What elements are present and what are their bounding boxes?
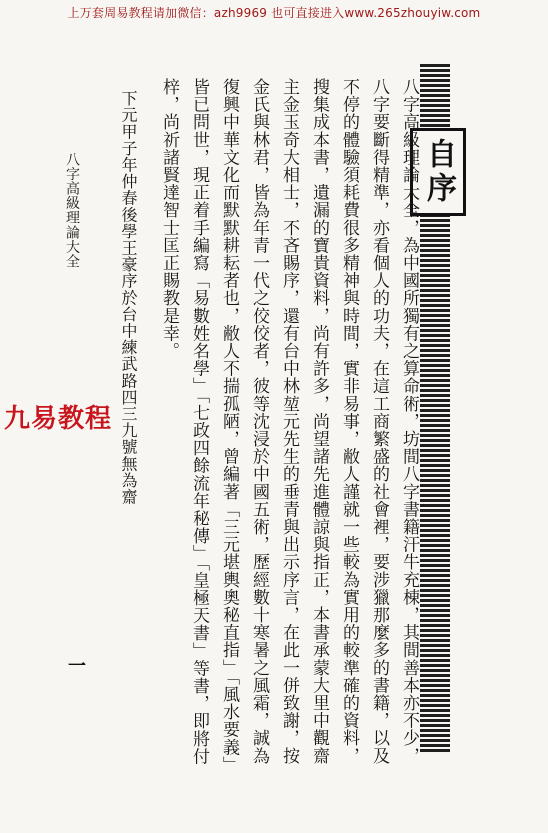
- signature-line: 下元甲子年仲春後學王豪序於台中練武路四三九號無為齋: [119, 90, 138, 505]
- watermark-logo: 九易教程: [4, 404, 113, 434]
- paragraph-2: 八字要斷得精準，亦看個人的功夫，在這工商繁盛的社會裡，要涉獵那麼多的書籍，以及不停的體驗須耗費很多精神與時間，實非易事，敝人謹就一些較為實用的較準確的資料，搜集成本書，遺漏的寶貴資料，尚有許多，尚望諸先進體諒與指正，本書承蒙大里中觀齋主金玉奇大相士，不吝賜序，還有台中林堃元先生的垂青與出示序言，在此一併致謝，按金氏與林君，皆為年青一代之佼佼者，彼等沈浸於中國五術，歷經數十寒暑之風霜，誠為復興中華文化而默默耕耘者也，敝人不揣孤陋，曾編著「三元堪輿奧秘直指」「風水要義」皆已問世，現正着手編寫「易數姓名學」「七政四餘流年秘傳」「皇極天書」等書，即將付梓，尚祈諸賢達智士匡正賜教是幸。: [159, 78, 389, 765]
- running-book-title: 八字高級理論大全: [64, 152, 80, 269]
- page-number: 一: [65, 656, 86, 674]
- preface-body: [159, 78, 424, 768]
- header-banner: 上万套周易教程请加微信：azh9969 也可直接进入www.265zhouyiw.com: [67, 6, 481, 20]
- paragraph-1: 八字高級理論大全，為中國所獨有之算命術，坊間八字書籍汗牛充棟，其間善本亦不少，: [399, 78, 419, 765]
- page-title: 自序: [421, 138, 456, 206]
